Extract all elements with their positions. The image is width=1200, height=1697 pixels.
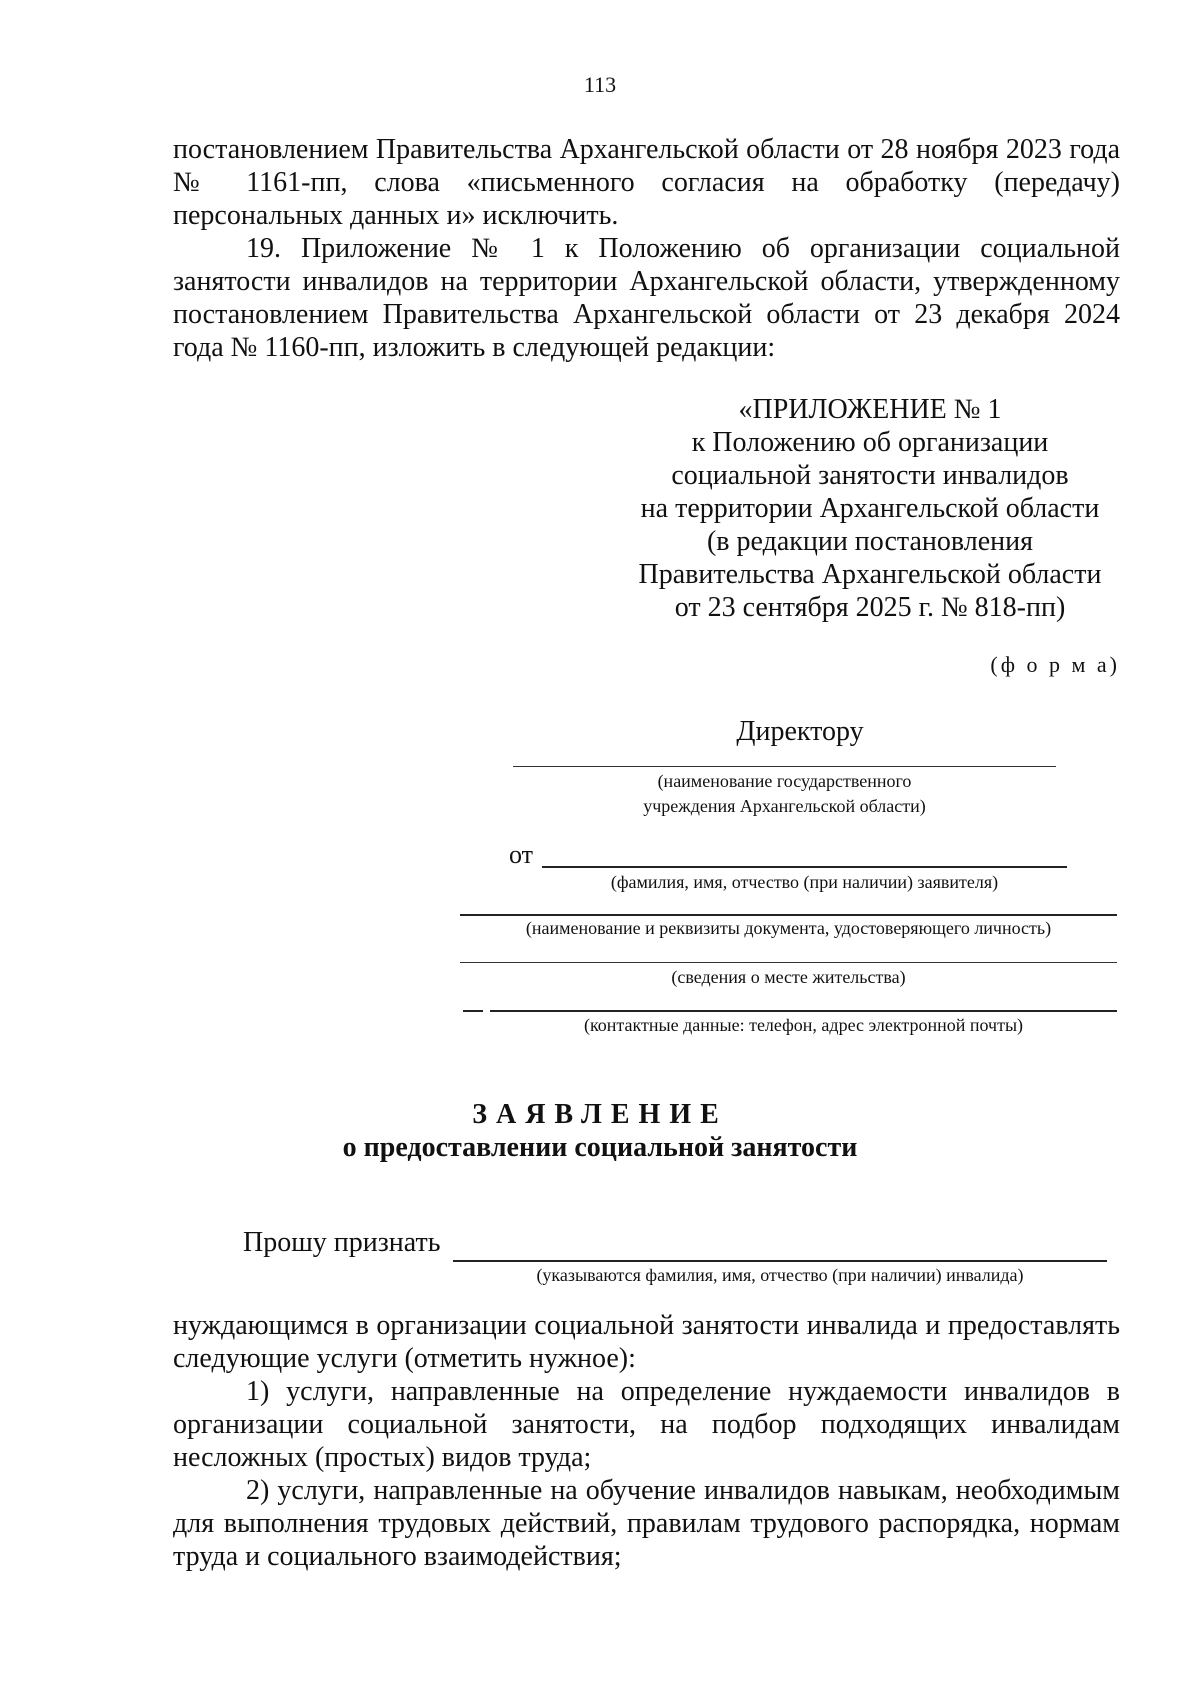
body-paragraph: нуждающимся в организации социальной занятости инвалида и предоставлять следующие услуги (отметить нужное): [173,1310,1120,1374]
request-caption: (указываются фамилия, имя, отчество (при наличии) инвалида) [536,1265,1024,1285]
appendix-line: на территории Архангельской области [640,493,1100,524]
institution-caption: (наименование государственного учреждения Архангельской области) [643,771,926,816]
appendix-line: (в редакции постановления [706,526,1034,557]
form-label: (ф о р м а) [990,652,1120,677]
document-title [0,1098,1200,1164]
appendix-line: к Положению об организации [691,427,1049,458]
title-main: ЗАЯВЛЕНИЕ [472,1099,728,1130]
institution-blank-line[interactable] [513,766,1056,767]
residence-caption: (сведения о месте жительства) [671,967,906,987]
contacts-blank-line[interactable] [490,1010,1117,1012]
appendix-line: Правительства Архангельской области [638,559,1102,590]
appendix-line: от 23 сентября 2025 г. № 818-пп) [674,592,1066,623]
intro-paragraph: постановлением Правительства Архангельской области от 28 ноября 2023 года № 1161-пп, слова «письменного согласия на обработку (передачу) персональных данных и» исключить. [173,134,1120,231]
invalid-name-blank-line[interactable] [453,1260,1107,1262]
residence-blank-line[interactable] [460,962,1117,963]
contacts-caption: (контактные данные: телефон, адрес электронной почты) [583,1015,1024,1035]
application-body [173,1309,1120,1573]
title-subtitle: о предоставлении социальной занятости [342,1132,858,1163]
identity-document-caption: (наименование и реквизиты документа, удостоверяющего личность) [525,918,1052,938]
intro-paragraph-19: 19. Приложение № 1 к Положению об организации социальной занятости инвалидов на территории Архангельской области, утвержденному постановлением Правительства Архангельской области от 23 декабря 2024 года № 1160-пп, изложить в следующей редакции: [173,233,1120,363]
service-item-2: 2) услуги, направленные на обучение инвалидов навыкам, необходимым для выполнения трудовых действий, правилам трудового распорядка, нормам труда и социального взаимодействия; [173,1475,1120,1572]
contacts-blank-line-dash [463,1010,483,1012]
intro-text [173,133,1120,364]
service-item-1: 1) услуги, направленные на определение нуждаемости инвалидов в организации социальной занятости, на подбор подходящих инвалидам несложных (простых) видов труда; [173,1376,1120,1473]
applicant-name-blank-line[interactable] [542,866,1067,868]
from-label: от [509,840,534,869]
appendix-line: социальной занятости инвалидов [671,460,1069,491]
page-number: 113 [583,72,617,97]
addressee-director: Директору [736,716,864,747]
appendix-header [600,393,1140,624]
applicant-caption: (фамилия, имя, отчество (при наличии) заявителя) [610,872,999,892]
appendix-line: «ПРИЛОЖЕНИЕ № 1 [738,394,1002,425]
request-label: Прошу признать [243,1227,441,1258]
